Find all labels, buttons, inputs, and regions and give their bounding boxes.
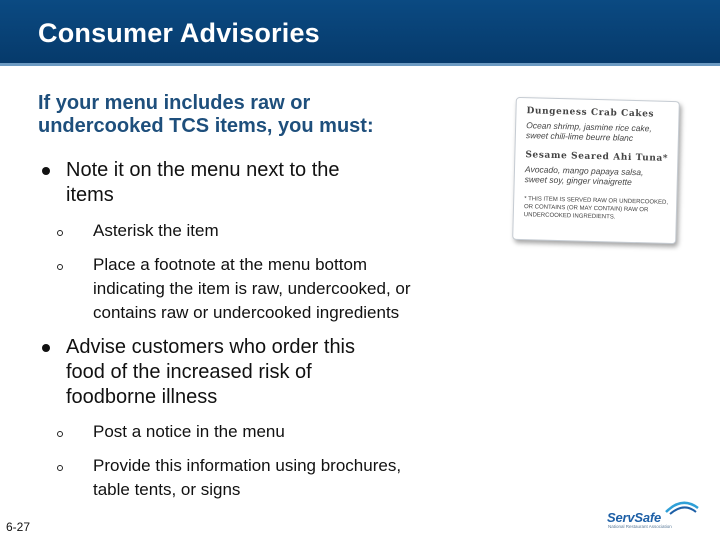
sub-bullet-item	[38, 420, 478, 444]
intro-text: If your menu includes raw or undercooked TCS items, you must:	[38, 92, 374, 137]
bullet-item	[38, 158, 358, 208]
sub-bullet-text: Asterisk the item	[93, 221, 219, 240]
slide-body	[38, 92, 478, 502]
menu-card-image	[512, 97, 680, 244]
page-number: 6-27	[6, 520, 31, 534]
slide-title: Consumer Advisories	[38, 18, 320, 48]
bullet-dot-icon	[42, 167, 50, 175]
sub-bullet-text: Place a footnote at the menu bottom indicating the item is raw, undercooked, or contains raw or undercooked ingredients	[93, 255, 411, 322]
menu-dish-name: Sesame Seared Ahi Tuna*	[525, 150, 669, 164]
menu-dish-description: Ocean shrimp, jasmine rice cake,	[526, 120, 652, 134]
menu-footnote: OR CONTAINS (OR MAY CONTAIN) RAW OR	[523, 204, 649, 214]
bullet-dot-icon	[42, 344, 50, 352]
bullet-ring-icon	[57, 230, 63, 236]
bullet-text: Advise customers who order this food of the increased risk of foodborne illness	[66, 336, 356, 408]
sub-bullet-item	[38, 219, 478, 243]
bullet-item	[38, 335, 398, 410]
sub-bullet-item	[38, 454, 438, 502]
bullet-ring-icon	[57, 465, 63, 471]
sub-bullet-item	[38, 253, 438, 325]
menu-dish-description: sweet soy, ginger vinaigrette	[524, 174, 632, 187]
menu-dish-name: Dungeness Crab Cakes	[526, 106, 655, 120]
title-bar	[0, 0, 720, 66]
menu-dish-description: Avocado, mango papaya salsa,	[524, 164, 644, 178]
menu-footnote: UNDERCOOKED INGREDIENTS.	[523, 212, 616, 221]
sub-bullet-text: Post a notice in the menu	[93, 422, 285, 441]
logo-wordmark: ServSafe	[607, 510, 662, 525]
logo-tagline: National Restaurant Association	[608, 524, 672, 529]
menu-dish-description: sweet chili-lime beurre blanc	[525, 130, 634, 143]
bullet-ring-icon	[57, 264, 63, 270]
menu-footnote: * THIS ITEM IS SERVED RAW OR UNDERCOOKED,	[524, 196, 669, 206]
servsafe-logo	[604, 498, 704, 528]
sub-bullet-text: Provide this information using brochures, table tents, or signs	[93, 456, 402, 499]
bullet-text: Note it on the menu next to the items	[66, 159, 340, 206]
bullet-ring-icon	[57, 431, 63, 437]
